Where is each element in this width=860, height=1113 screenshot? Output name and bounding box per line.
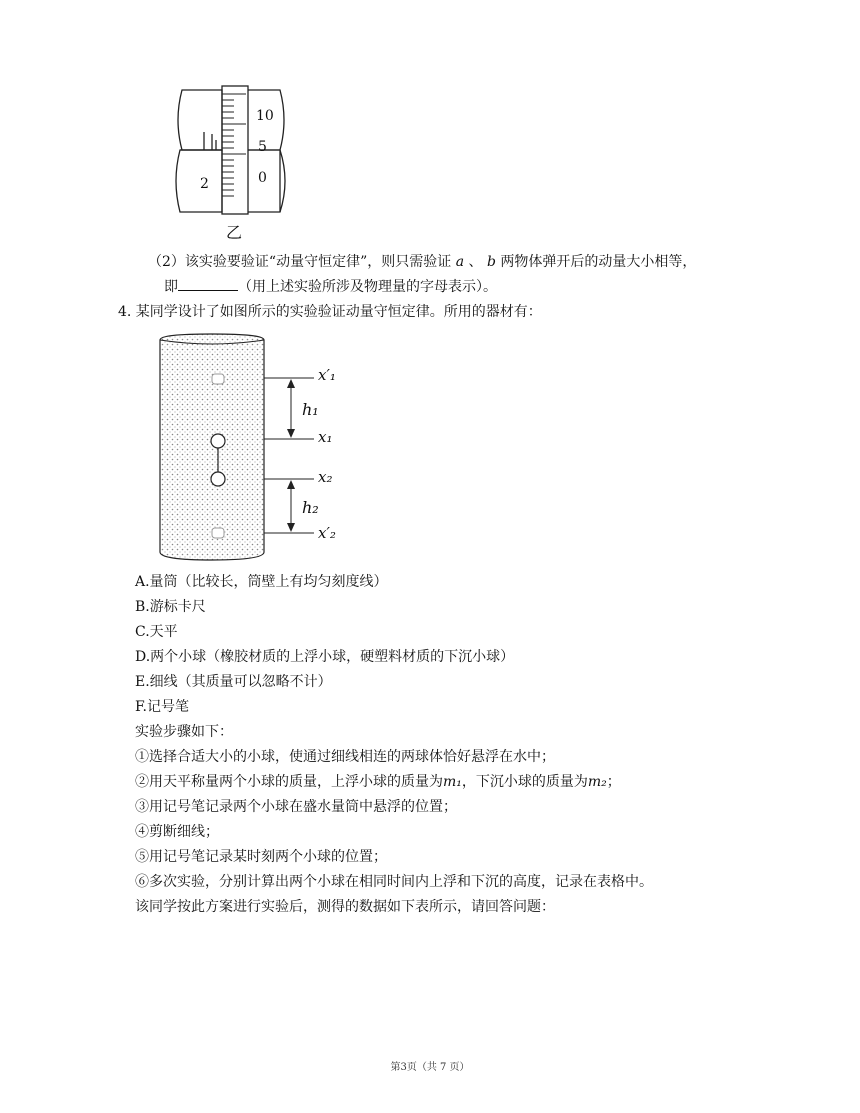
step-2 xyxy=(135,772,621,792)
part-text-a: 该实验要验证“动量守恒定律”，则只需验证 xyxy=(184,254,452,270)
label-x1: x₁ xyxy=(318,428,333,446)
q4-title: 4. 某同学设计了如图所示的实验验证动量守恒定律。所用的器材有： xyxy=(118,304,542,320)
main-scale-label: 2 xyxy=(200,176,209,192)
var-b: b xyxy=(486,254,496,270)
list-item: D.两个小球（橡胶材质的上浮小球，硬塑料材质的下沉小球） xyxy=(135,649,515,665)
label-x1-prime: x′₁ xyxy=(318,366,336,384)
label-x2: x₂ xyxy=(318,468,333,486)
step-4: ④剪断细线； xyxy=(135,824,219,840)
q3-part2-line1 xyxy=(148,252,696,272)
part-number: （2） xyxy=(148,254,185,270)
step-2-text-c: ； xyxy=(606,774,621,790)
answer-blank[interactable] xyxy=(178,276,238,291)
steps-heading: 实验步骤如下： xyxy=(135,724,233,740)
var-a: a xyxy=(455,254,465,270)
list-item: F.记号笔 xyxy=(135,699,189,715)
part-text-b: 两物体弹开后的动量大小相等， xyxy=(500,254,697,270)
figure-caption: 乙 xyxy=(226,223,243,242)
list-item: C.天平 xyxy=(135,624,178,640)
list-item: E.细线（其质量可以忽略不计） xyxy=(135,674,332,690)
scale-label-10: 10 xyxy=(256,108,274,124)
q3-part2-line2 xyxy=(164,276,497,297)
step-2-text-b: ，下沉小球的质量为 xyxy=(461,774,588,790)
separator: 、 xyxy=(468,254,483,270)
line2-suffix: （用上述实验所涉及物理量的字母表示）。 xyxy=(238,279,497,295)
line2-prefix: 即 xyxy=(164,279,178,295)
micrometer-figure xyxy=(160,84,300,244)
var-m2: m₂ xyxy=(587,774,607,790)
step-6: ⑥多次实验，分别计算出两个小球在相同时间内上浮和下沉的高度，记录在表格中。 xyxy=(135,874,653,890)
conclusion-text: 该同学按此方案进行实验后，测得的数据如下表所示，请回答问题： xyxy=(135,899,555,915)
step-5: ⑤用记号笔记录某时刻两个小球的位置； xyxy=(135,849,387,865)
page-footer: 第3页（共 7 页） xyxy=(390,1062,470,1073)
list-item: B.游标卡尺 xyxy=(135,599,206,615)
label-x2-prime: x′₂ xyxy=(318,524,336,542)
scale-label-0: 0 xyxy=(258,170,267,186)
label-h2: h₂ xyxy=(302,498,319,517)
cylinder-figure xyxy=(156,328,356,563)
var-m1: m₁ xyxy=(443,774,462,790)
label-h1: h₁ xyxy=(302,400,319,419)
step-1: ①选择合适大小的小球，使通过细线相连的两球体恰好悬浮在水中； xyxy=(135,749,555,765)
step-3: ③用记号笔记录两个小球在盛水量筒中悬浮的位置； xyxy=(135,799,457,815)
step-2-text-a: ②用天平称量两个小球的质量，上浮小球的质量为 xyxy=(135,774,443,790)
list-item: A.量筒（比较长，筒壁上有均匀刻度线） xyxy=(135,574,388,590)
scale-label-5: 5 xyxy=(258,139,267,155)
